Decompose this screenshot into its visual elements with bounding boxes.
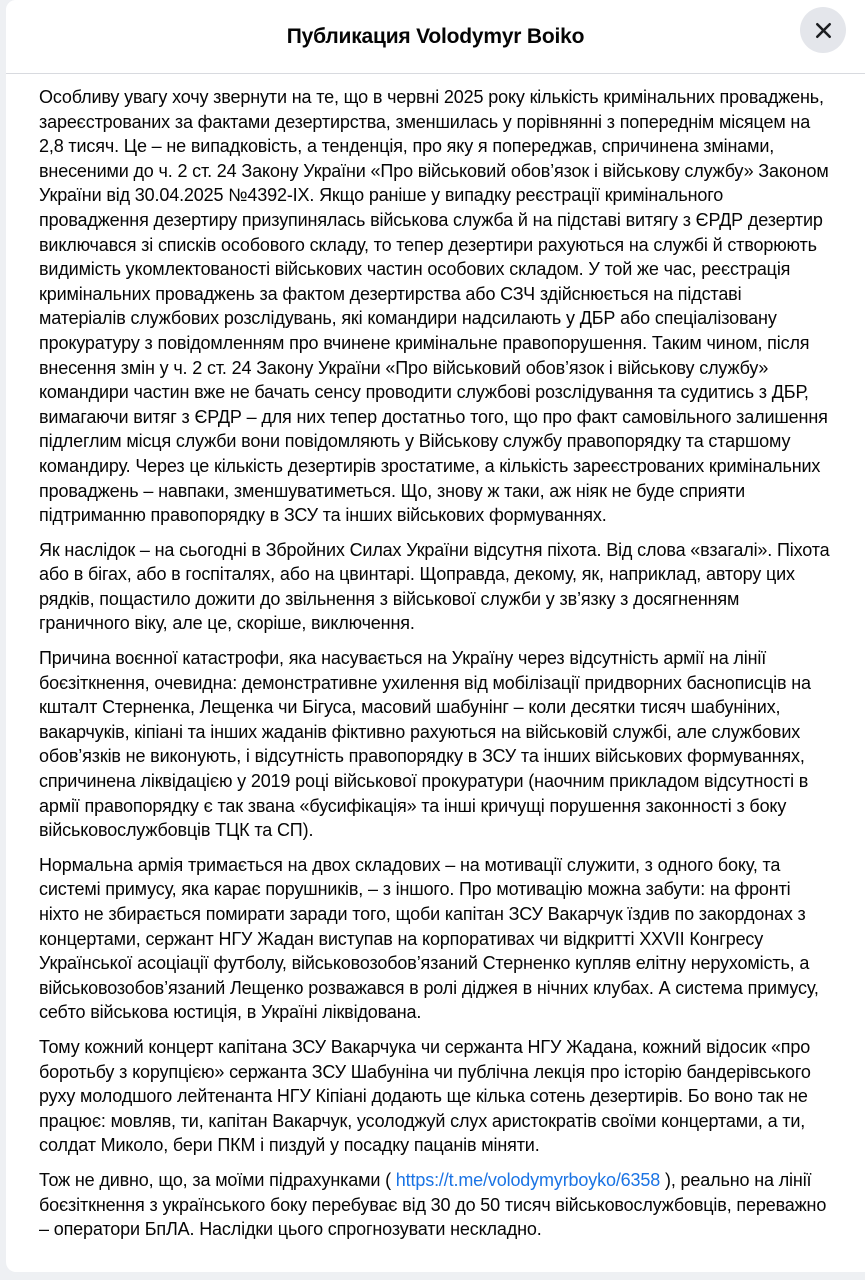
post-paragraph-1: Особливу увагу хочу звернути на те, що в червні 2025 року кількість кримінальних проваджень, зареєстрованих за фактами дезертирства, зменшилась у порівнянні з попереднім місяцем на 2,8 тисяч. Це – не випадковість, а тенденція, про яку я попереджав, спричинена змінами, внесеними до ч. 2 ст. 24 Закону України «Про військовий обов’язок і військову службу» Законом України від 30.04.2025 №4392-ІХ. Якщо раніше у випадку реєстрації кримінального провадження дезертиру призупинялась військова служба й на підставі витягу з ЄРДР дезертир виключався зі списків особового складу, то тепер дезертири рахуються на службі й створюють видимість укомлектованості військових частин особових складом. У той же час, реєстрація кримінальних проваджень за фактом дезертирства або СЗЧ здійснюється на підставі матеріалів службових розслідувань, які командири надсилають у ДБР або спеціалізовану прокуратуру з повідомленням про вчинене кримінальне правопорушення. Таким чином, після внесення змін у ч. 2 ст. 24 Закону України «Про військовий обов’язок і військову службу» командири частин вже не бачать сенсу проводити службові розслідування та судитись з ДБР, вимагаючи витяг з ЄРДР – для них тепер достатньо того, що про факт самовільного залишення підлеглим місця служби вони повідомляють у Військову службу правопорядку та старшому командиру. Через це кількість дезертирів зростатиме, а кількість зареєстрованих кримінальних проваджень – навпаки, зменшуватиметься. Що, знову ж таки, аж ніяк не буде сприяти підтриманню правопорядку в ЗСУ та інших військових формуваннях. bbox=[39, 87, 829, 526]
post-paragraph-4: Нормальна армія тримається на двох складових – на мотивації служити, з одного боку, та системі примусу, яка карає порушників, – з іншого. Про мотивацію можна забути: на фронті ніхто не збирається помирати заради того, щоби капітан ЗСУ Вакарчук їздив по закордонах з концертами, сержант НГУ Жадан виступав на корпоративах чи відкритті XXVII Конгресу Української асоціації футболу, військовозобов’язаний Стерненко купляв елітну нерухомість, а військовозобов’язаний Лещенко розважався в ролі діджея в нічних клубах. А система примусу, себто військова юстиція, в Україні ліквідована. bbox=[39, 854, 819, 1023]
modal-header bbox=[6, 0, 865, 74]
post-modal bbox=[6, 0, 865, 1272]
x-close-icon bbox=[812, 19, 835, 42]
post-paragraph-2: Як наслідок – на сьогодні в Збройних Силах України відсутня піхота. Від слова «взагалі». Піхота або в бігах, або в госпіталях, або на цвинтарі. Щоправда, декому, як, наприклад, автору цих рядків, пощастило дожити до звільнення з військової служби у зв’язку з досягненням граничного віку, але це, скоріше, виключення. bbox=[39, 539, 830, 634]
telegram-link[interactable]: https://t.me/volodymyrboyko/6358 bbox=[395, 1169, 661, 1190]
post-paragraph-6 bbox=[39, 1168, 832, 1242]
modal-title: Публикация Volodymyr Boiko bbox=[286, 24, 585, 48]
post-paragraph-5: Тому кожний концерт капітана ЗСУ Вакарчука чи сержанта НГУ Жадана, кожний відосик «про боротьбу з корупцією» сержанта ЗСУ Шабуніна чи публічна лекція про історію бандерівського руху молодшого лейтенанта НГУ Кіпіані додають ще кілька сотень дезертирів. Бо воно так не працює: мовляв, ти, капітан Вакарчук, усолоджуй слух аристократів своїми концертами, а ти, солдат Миколо, бери ПКМ і пиздуй у посадку пацанів міняти. bbox=[39, 1036, 811, 1156]
paragraph-text-before-link: Тож не дивно, що, за моїми підрахунками ( bbox=[39, 1169, 396, 1190]
post-content bbox=[6, 74, 865, 1258]
post-paragraph-3: Причина воєнної катастрофи, яка насувається на Україну через відсутність армії на лінії боєзіткнення, очевидна: демонстративне ухилення від мобілізації придворних баснописців на кшталт Стерненка, Лещенка чи Бігуса, масовий шабунінг – коли десятки тисяч шабуніних, вакарчуків, кіпіані та інших жаданів фіктивно рахуються на військовій службі, але службових обов’язків не виконують, і відсутність правопорядку в ЗСУ та інших військових формуваннях, спричинена ліквідацією у 2019 році військової прокуратури (наочним прикладом відсутності в армії правопорядку є так звана «бусифікація» та інші кричущі порушення законності з боку військовослужбовців ТЦК та СП). bbox=[39, 648, 811, 841]
paragraph-text-after-link: ), реально на лінії боєзіткнення з українського боку перебуває від 30 до 50 тисяч військовослужбовців, переважно – оператори БпЛА. Наслідки цього спрогнозувати нескладно. bbox=[39, 1169, 827, 1240]
close-button[interactable] bbox=[800, 7, 846, 53]
